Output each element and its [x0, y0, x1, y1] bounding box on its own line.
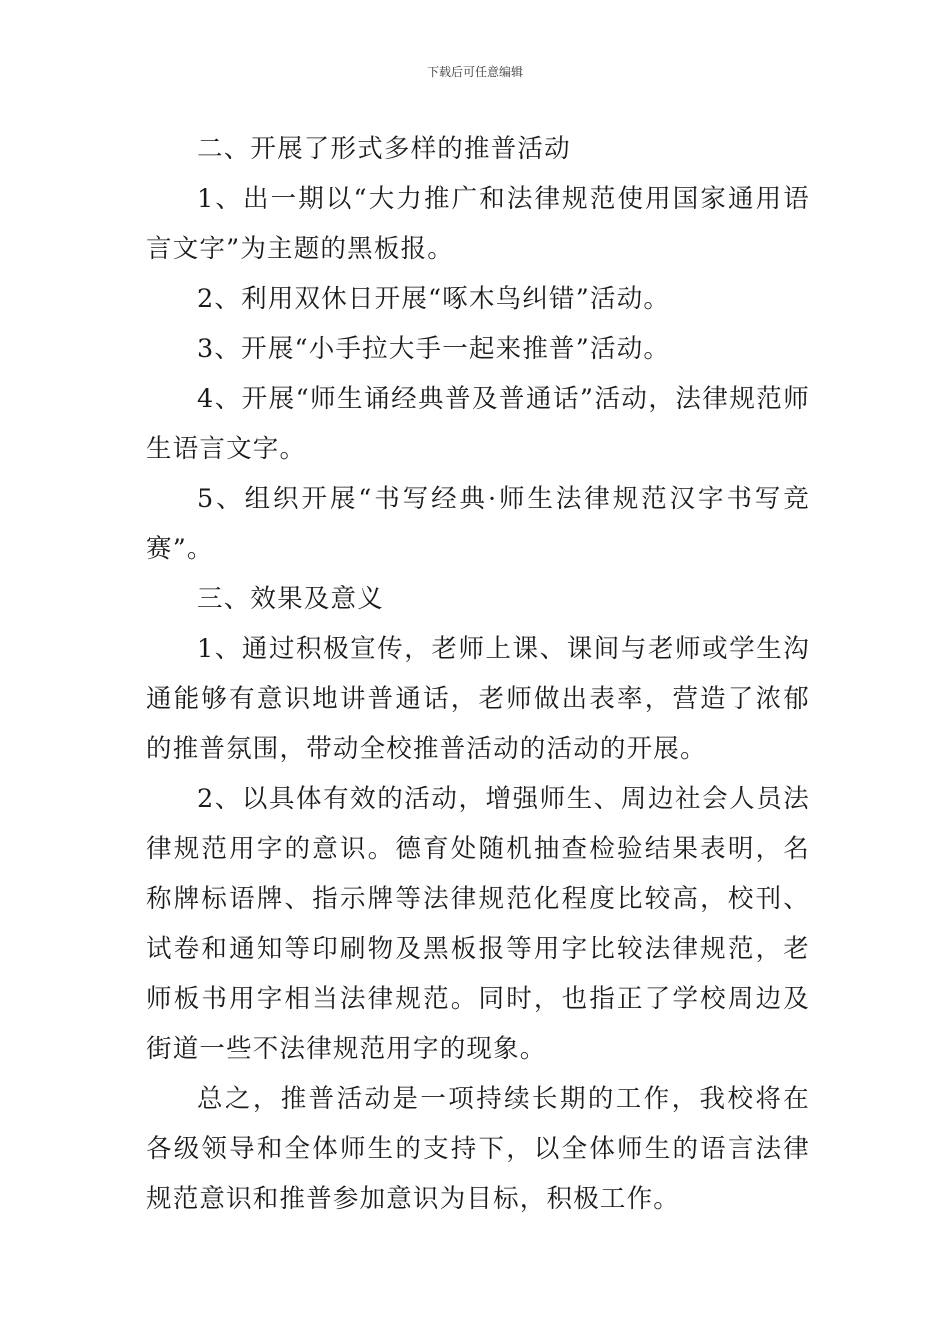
paragraph-item-5: 5、组织开展“书写经典·师生法律规范汉字书写竞赛”。: [146, 484, 810, 564]
paragraph-conclusion: 总之，推普活动是一项持续长期的工作，我校将在各级领导和全体师生的支持下，以全体师生的语言法律规范意识和推普参加意识为目标，积极工作。: [146, 1084, 810, 1214]
paragraph-item-4: 4、开展“师生诵经典普及普通话”活动，法律规范师生语言文字。: [146, 384, 810, 464]
paragraph-effect-1: 1、通过积极宣传，老师上课、课间与老师或学生沟通能够有意识地讲普通话，老师做出表率，营造了浓郁的推普氛围，带动全校推普活动的活动的开展。: [146, 634, 810, 764]
section-heading-activities: 二、开展了形式多样的推普活动: [197, 134, 571, 164]
paragraph-item-1: 1、出一期以“大力推广和法律规范使用国家通用语言文字”为主题的黑板报。: [146, 184, 810, 264]
paragraph-item-2: 2、利用双休日开展“啄木鸟纠错”活动。: [197, 284, 671, 314]
paragraph-item-3: 3、开展“小手拉大手一起来推普”活动。: [197, 334, 671, 364]
header-note: 下载后可任意编辑: [426, 65, 523, 79]
section-heading-effects: 三、效果及意义: [197, 584, 384, 614]
document-body: [146, 124, 810, 1224]
paragraph-effect-2: 2、以具体有效的活动，增强师生、周边社会人员法律规范用字的意识。德育处随机抽查检验结果表明，名称牌标语牌、指示牌等法律规范化程度比较高，校刊、试卷和通知等印刷物及黑板报等用字比较法律规范，老师板书用字相当法律规范。同时，也指正了学校周边及街道一些不法律规范用字的现象。: [146, 784, 810, 1064]
